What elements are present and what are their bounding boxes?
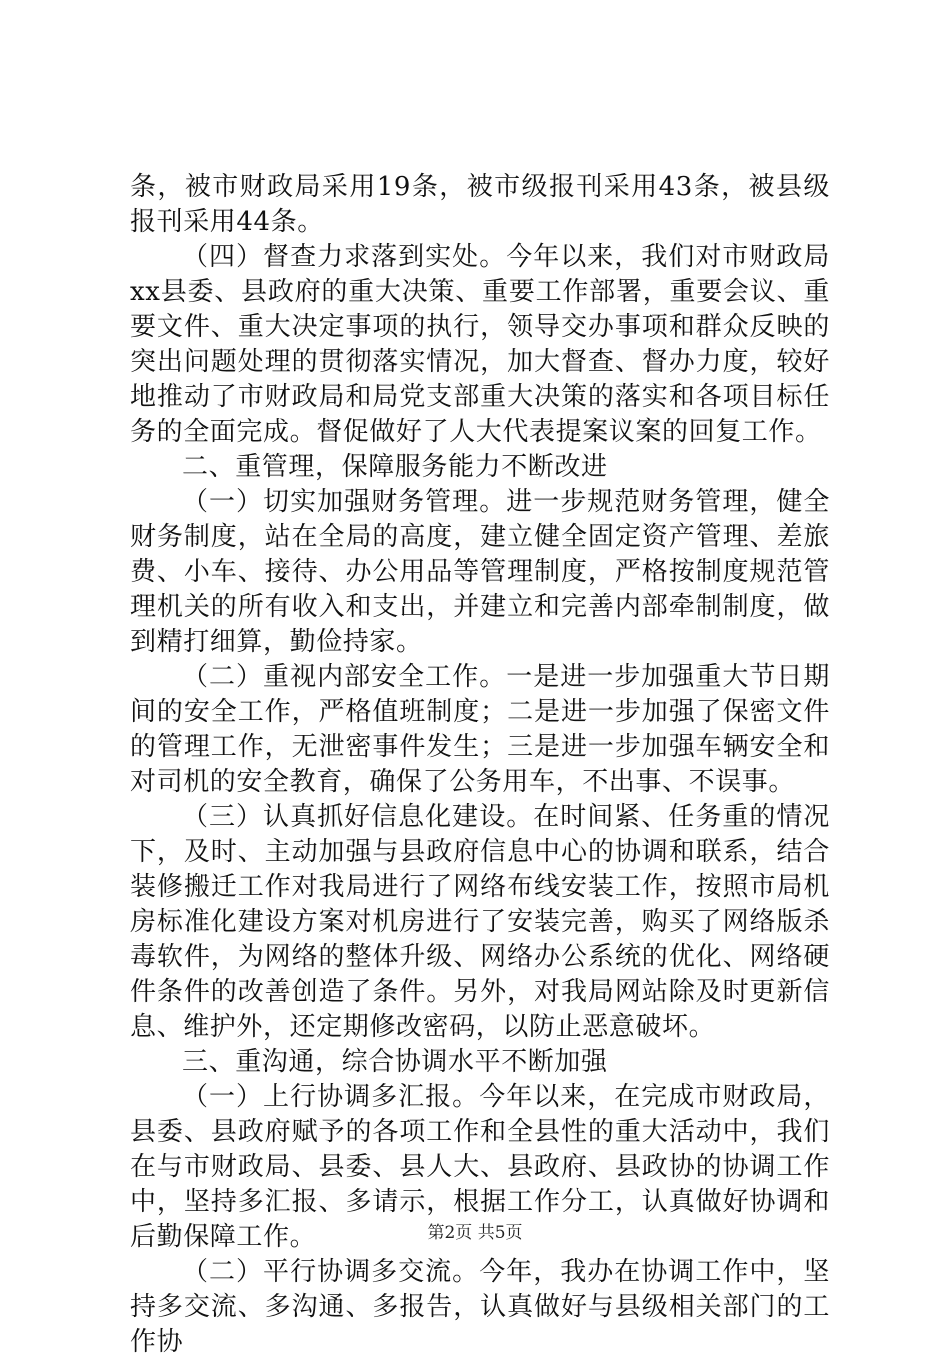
paragraph-finance: （一）切实加强财务管理。进一步规范财务管理，健全财务制度，站在全局的高度，建立健全固定资产管理、差旅费、小车、接待、办公用品等管理制度，严格按制度规范管理机关的所有收入和支出，并建立和完善内部牵制制度，做到精打细算，勤俭持家。 [130, 487, 830, 657]
paragraph-parallel-coordination: （二）平行协调多交流。今年，我办在协调工作中，坚持多交流、多沟通、多报告，认真做好与县级相关部门的工作协 [130, 1257, 830, 1357]
section-heading-management: 二、重管理，保障服务能力不断改进 [182, 452, 608, 482]
paragraph-informatization: （三）认真抓好信息化建设。在时间紧、任务重的情况下，及时、主动加强与县政府信息中心的协调和联系，结合装修搬迁工作对我局进行了网络布线安装工作，按照市局机房标准化建设方案对机房进行了安装完善，购买了网络版杀毒软件，为网络的整体升级、网络办公系统的优化、网络硬件条件的改善创造了条件。另外，对我局网站除及时更新信息、维护外，还定期修改密码，以防止恶意破坏。 [130, 802, 830, 1042]
page-footer: 第2页 共5页 [427, 1223, 523, 1243]
section-heading-communication: 三、重沟通，综合协调水平不断加强 [182, 1047, 608, 1077]
paragraph-supervision: （四）督查力求落到实处。今年以来，我们对市财政局xx县委、县政府的重大决策、重要工作部署，重要会议、重要文件、重大决定事项的执行，领导交办事项和群众反映的突出问题处理的贯彻落实情况，加大督查、督办力度，较好地推动了市财政局和局党支部重大决策的落实和各项目标任务的全面完成。督促做好了人大代表提案议案的回复工作。 [130, 242, 830, 447]
paragraph-safety: （二）重视内部安全工作。一是进一步加强重大节日期间的安全工作，严格值班制度；二是进一步加强了保密文件的管理工作，无泄密事件发生；三是进一步加强车辆安全和对司机的安全教育，确保了公务用车，不出事、不误事。 [130, 662, 830, 797]
paragraph-1: 条，被市财政局采用19条，被市级报刊采用43条，被县级报刊采用44条。 [130, 172, 830, 237]
paragraph-upward-coordination: （一）上行协调多汇报。今年以来，在完成市财政局，县委、县政府赋予的各项工作和全县性的重大活动中，我们在与市财政局、县委、县人大、县政府、县政协的协调工作中，坚持多汇报、多请示，根据工作分工，认真做好协调和后勤保障工作。 [130, 1082, 830, 1252]
document-body [130, 170, 830, 1360]
